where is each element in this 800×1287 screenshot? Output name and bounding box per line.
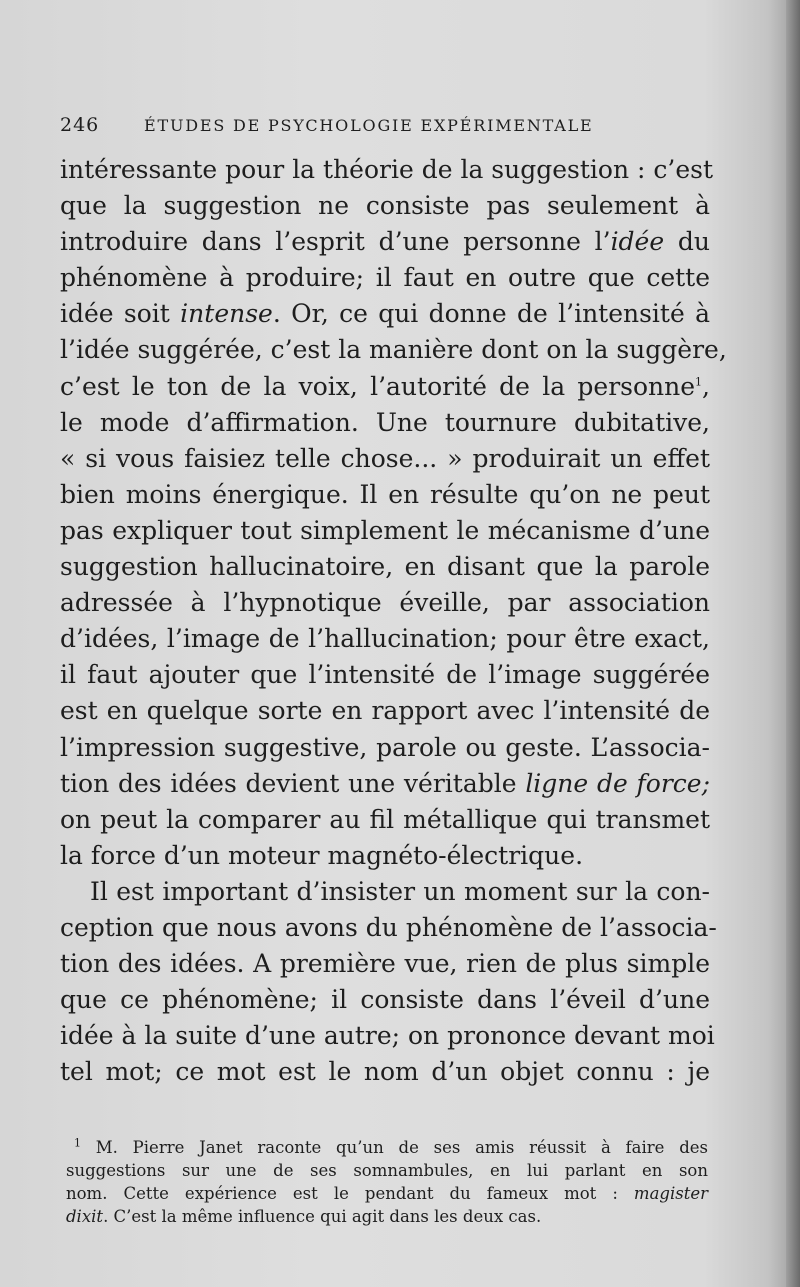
- footnote-line: $^1$ M. Pierre Janet raconte qu’un de ses amis réussit à faire des: [74, 1136, 708, 1157]
- text-line: d’idées, l’image de l’hallucination; pour être exact,: [60, 624, 710, 654]
- text-line: tel mot; ce mot est le nom d’un objet connu : je: [60, 1057, 710, 1087]
- emphasis: ligne de force;: [525, 768, 711, 798]
- text-line: la force d’un moteur magnéto-électrique.: [60, 840, 584, 870]
- text-line: intéressante pour la théorie de la suggestion : c’est: [60, 155, 714, 184]
- footnote-line: suggestions sur une de ses somnambules, en lui parlant en son: [66, 1161, 708, 1180]
- running-title: ÉTUDES DE PSYCHOLOGIE EXPÉRIMENTALE: [144, 116, 594, 135]
- text-line: ception que nous avons du phénomène de l’associa-: [60, 912, 717, 942]
- text-line: l’idée suggérée, c’est la manière dont on la suggère,: [60, 335, 727, 365]
- text-line: suggestion hallucinatoire, en disant que la parole: [60, 552, 710, 582]
- footnote-line: dixit. C’est la même influence qui agit dans les deux cas.: [66, 1207, 542, 1226]
- text-line: tion des idées. A première vue, rien de plus simple: [60, 949, 710, 979]
- text-line: bien moins énergique. Il en résulte qu’on ne peut: [60, 479, 710, 509]
- text-line: c’est le ton de la voix, l’autorité de la personne$^1$,: [60, 371, 710, 401]
- text-line: que ce phénomène; il consiste dans l’éveil d’une: [60, 985, 710, 1015]
- text-line: pas expliquer tout simplement le mécanisme d’une: [60, 515, 710, 545]
- text-line: idée à la suite d’une autre; on prononce devant moi: [60, 1021, 715, 1051]
- page-number: 246: [60, 114, 100, 136]
- footnote-marker: 1: [74, 1136, 81, 1150]
- emphasis: intense: [180, 299, 273, 329]
- text-line: idée soit intense. Or, ce qui donne de l’intensité à: [60, 299, 711, 329]
- emphasis: dixit: [66, 1207, 104, 1226]
- text-line: est en quelque sorte en rapport avec l’intensité de: [60, 696, 710, 726]
- text-line: phénomène à produire; il faut en outre que cette: [60, 263, 710, 293]
- text-line: on peut la comparer au fil métallique qui transmet: [60, 804, 710, 834]
- text-line: introduire dans l’esprit d’une personne l’idée du: [60, 227, 710, 257]
- text-line: que la suggestion ne consiste pas seulement à: [60, 191, 710, 221]
- emphasis: idée: [610, 227, 665, 257]
- text-line: « si vous faisiez telle chose... » produirait un effet: [60, 443, 710, 473]
- footnote-line: nom. Cette expérience est le pendant du fameux mot : magister: [66, 1184, 708, 1203]
- text-line: Il est important d’insister un moment sur la con-: [90, 876, 710, 906]
- book-spine-shadow: [786, 0, 800, 1287]
- text-line: le mode d’affirmation. Une tournure dubitative,: [60, 407, 710, 437]
- footnote: [66, 1136, 708, 1228]
- page-header: [60, 114, 720, 144]
- body-text: [60, 152, 727, 1090]
- text-line: l’impression suggestive, parole ou geste. L’associa-: [60, 732, 710, 762]
- text-line: adressée à l’hypnotique éveille, par association: [60, 588, 710, 618]
- emphasis: magister: [633, 1184, 708, 1203]
- text-line: il faut ajouter que l’intensité de l’image suggérée: [60, 660, 710, 690]
- footnote-ref: 1: [695, 375, 703, 389]
- text-line: tion des idées devient une véritable ligne de force;: [60, 768, 711, 798]
